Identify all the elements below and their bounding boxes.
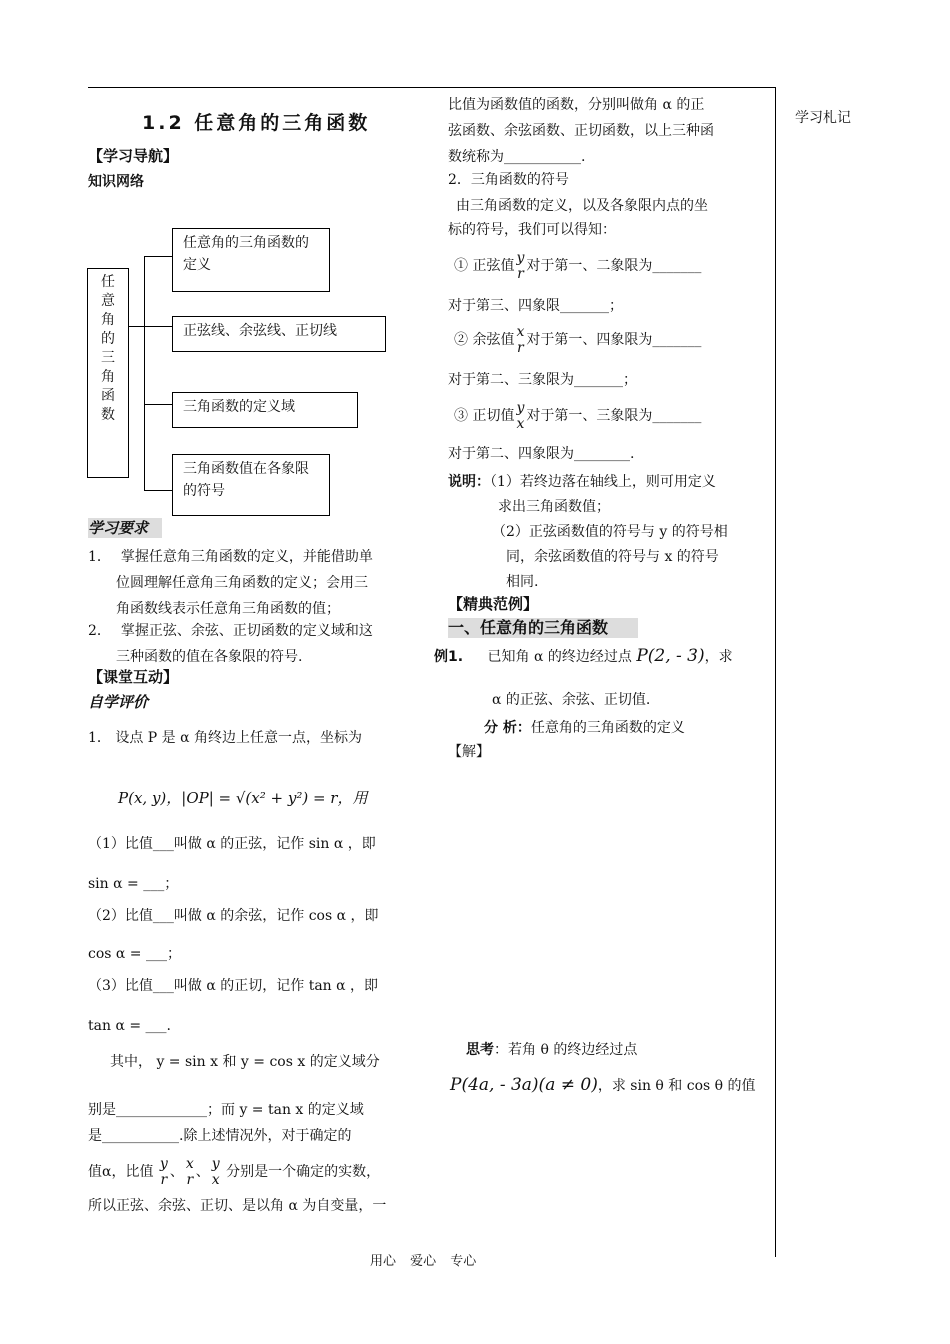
- tree-branch-lines: 正弦线、余弦线、正切线: [172, 316, 386, 352]
- example-1-line2: α 的正弦、余弦、正切值.: [492, 692, 651, 708]
- tan-equation: tan α = ___.: [88, 1018, 171, 1034]
- tan-definition: （3）比值___叫做 α 的正切，记作 tan α ，即: [88, 978, 379, 994]
- cos-equation: cos α = ___；: [88, 946, 181, 962]
- examples-heading: 【精典范例】: [448, 595, 539, 613]
- tree-connector: [144, 326, 172, 327]
- sin-definition: （1）比值___叫做 α 的正弦，记作 sin α ，即: [88, 836, 376, 852]
- op-formula: P(x, y)，|OP| = √(x² + y²) = r，用: [118, 789, 368, 807]
- self-study-p1: 1． 设点 P 是 α 角终边上任意一点，坐标为: [88, 730, 363, 746]
- classroom-heading: 【课堂互动】: [88, 668, 179, 686]
- requirement-2: 2． 掌握正弦、余弦、正切函数的定义域和这 三种函数的值在各象限的符号.: [88, 623, 373, 665]
- fraction-x-r: x r: [185, 1156, 194, 1188]
- top-rule: [88, 87, 776, 88]
- cos-sign-2: 对于第二、三象限为_______；: [448, 372, 637, 388]
- sign-intro-1: 由三角函数的定义，以及各象限内点的坐: [456, 198, 708, 214]
- footer: 用心 爱心 专心: [370, 1254, 477, 1269]
- requirements-heading: 学习要求: [88, 518, 162, 538]
- domain-line-3: 是___________.除上述情况外，对于确定的: [88, 1128, 352, 1144]
- domain-line-1: 其中， y = sin x 和 y = cos x 的定义域分: [110, 1054, 380, 1070]
- domain-line-2: 别是_____________；而 y = tan x 的定义域: [88, 1102, 364, 1118]
- section-heading: 一、任意角的三角函数: [448, 618, 638, 638]
- tan-sign-2: 对于第二、四象限为________.: [448, 446, 635, 462]
- think-question: 思考：若角 θ 的终边经过点: [466, 1042, 638, 1058]
- solution-label: 【解】: [448, 744, 490, 760]
- sin-sign-2: 对于第三、四象限_______；: [448, 298, 623, 314]
- cos-definition: （2）比值___叫做 α 的余弦，记作 cos α ，即: [88, 908, 379, 924]
- self-study-last: 所以正弦、余弦、正切、是以角 α 为自变量，一: [88, 1198, 387, 1214]
- tree-connector: [144, 256, 172, 257]
- requirement-1: 1． 掌握任意角三角函数的定义，并能借助单 位圆理解任意角三角函数的定义；会用三 角函数线表示任意角三角函数的值；: [88, 549, 373, 617]
- fraction-y-r: y r: [516, 250, 525, 282]
- side-note: 学习札记: [795, 110, 851, 126]
- tree-branch-definition: 任意角的三角函数的定义: [172, 228, 330, 292]
- analysis: 分 析：任意角的三角函数的定义: [484, 720, 685, 736]
- tree-root: 任 意 角 的 三 角 函 数: [87, 268, 129, 478]
- tree-spine: [144, 256, 145, 490]
- tree-branch-domain: 三角函数的定义域: [172, 392, 358, 428]
- tree-branch-signs: 三角函数值在各象限的符号: [172, 454, 330, 516]
- sign-heading: 2．三角函数的符号: [448, 172, 569, 188]
- sin-sign: ① 正弦值 y r 对于第一、二象限为_______: [454, 250, 702, 282]
- tree-connector: [129, 326, 145, 327]
- tree-connector: [144, 490, 172, 491]
- fraction-y-r: y r: [159, 1156, 168, 1188]
- self-study-heading: 自学评价: [88, 693, 149, 711]
- fraction-y-x: y x: [211, 1156, 220, 1188]
- nav-sub: 知识网络: [88, 174, 144, 190]
- right-continuation: 比值为函数值的函数，分别叫做角 α 的正 弦函数、余弦函数、正切函数，以上三种函 数统称为___________.: [448, 97, 714, 165]
- nav-heading: 【学习导航】: [88, 147, 179, 165]
- cos-sign: ② 余弦值 x r 对于第一、四象限为_______: [454, 324, 702, 356]
- tree-connector: [144, 404, 172, 405]
- margin-rule: [775, 87, 776, 1257]
- fraction-y-x: y x: [516, 400, 525, 432]
- page-title: 1.2 任意角的三角函数: [142, 112, 371, 134]
- note-block: 说明：（1）若终边落在轴线上，则可用定义 求出三角函数值； （2）正弦函数值的符号与 y 的符号相 同，余弦函数值的符号与 x 的符号 相同.: [448, 474, 728, 590]
- example-1: 例1. 已知角 α 的终边经过点 P(2, - 3)，求: [434, 646, 733, 666]
- ratio-line: 值α，比值 y r 、 x r 、 y x 分别是一个确定的实数，: [88, 1156, 381, 1188]
- sign-intro-2: 标的符号，我们可以得知：: [448, 222, 616, 238]
- think-point: P(4a, - 3a)(a ≠ 0)，求 sin θ 和 cos θ 的值: [450, 1075, 756, 1095]
- sin-equation: sin α = ___；: [88, 876, 179, 892]
- fraction-x-r: x r: [516, 324, 525, 356]
- tan-sign: ③ 正切值 y x 对于第一、三象限为_______: [454, 400, 702, 432]
